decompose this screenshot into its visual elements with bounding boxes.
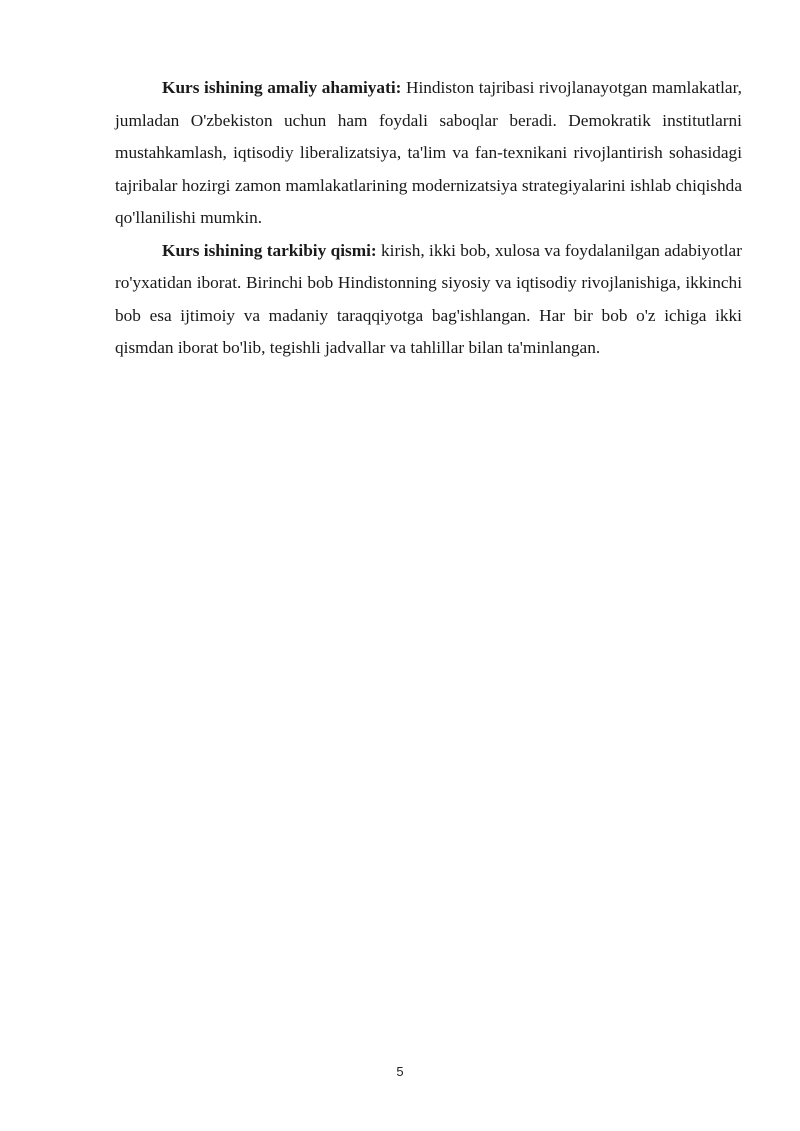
- paragraph-text: kirish, ikki bob, xulosa va foydalanilgan adabiyotlar ro'yxatidan iborat. Birinchi bob Hindistonning siyosiy va iqtisodiy rivojlanishiga, ikkinchi bob esa ijtimoiy va madaniy taraqqiyotga bag'ishlangan. Har bir bob o'z ichiga ikki qismdan iborat bo'lib, tegishli jadvallar va tahlillar bilan ta'minlangan.: [115, 240, 742, 357]
- paragraph-structure: [115, 235, 742, 365]
- page-body: [115, 72, 742, 365]
- page-number: 5: [396, 1064, 404, 1079]
- paragraph-heading: Kurs ishining tarkibiy qismi:: [162, 240, 377, 260]
- paragraph-practical-significance: [115, 72, 742, 235]
- paragraph-text: Hindiston tajribasi rivojlanayotgan mamlakatlar, jumladan O'zbekiston uchun ham foydali saboqlar beradi. Demokratik institutlarni mustahkamlash, iqtisodiy liberalizatsiya, ta'lim va fan-texnikani rivojlantirish sohasidagi tajribalar hozirgi zamon mamlakatlarining modernizatsiya strategiyalarini ishlab chiqishda qo'llanilishi mumkin.: [115, 78, 742, 227]
- paragraph-heading: Kurs ishining amaliy ahamiyati:: [162, 78, 402, 97]
